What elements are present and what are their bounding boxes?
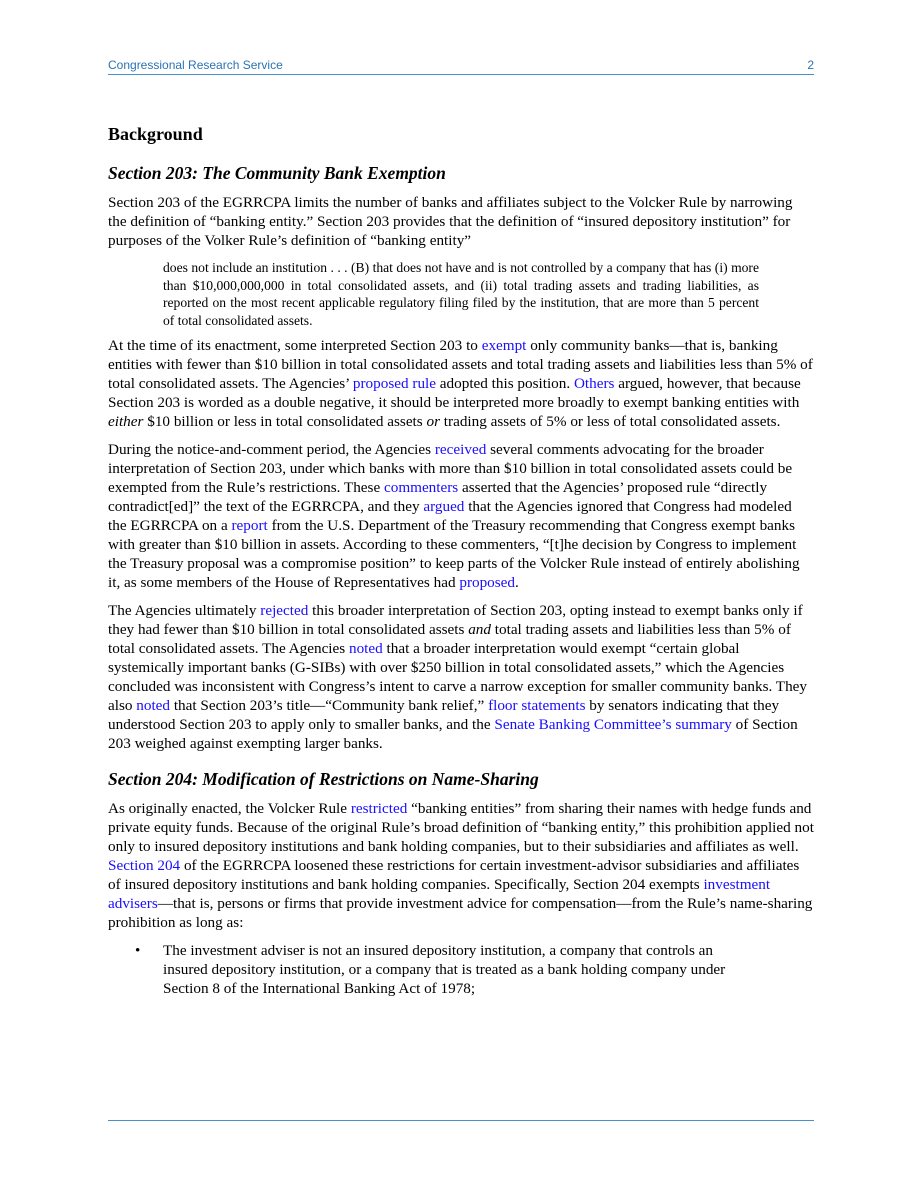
list-item bbox=[108, 941, 814, 998]
statutory-quote: does not include an institution . . . (B) that does not have and is not controlled by a company that has (i) more than $10,000,000,000 in total consolidated assets, and (ii) total trading assets and trading liabilities, as reported on the most recent applicable regulatory filing filed by the institution, that are more than 5 percent of total consolidated assets. bbox=[163, 260, 759, 328]
background-heading: Background bbox=[108, 124, 203, 144]
restricted-link[interactable]: restricted bbox=[350, 800, 408, 818]
list-item-text: The investment adviser is not an insured depository institution, a company that controls an insured depository institution, or a company that is treated as a bank holding company under Section 8 of the International Banking Act of 1978; bbox=[163, 942, 726, 998]
investment-advisers-link[interactable]: investment advisers bbox=[108, 876, 771, 913]
section-203-paragraph-3: During the notice-and-comment period, the Agencies received several comments advocating for the broader interpretation of Section 203, under which banks with more than $10 billion in total consolidated assets could be exempted from the Rule’s restrictions. These commenters asserted that the Agencies’ proposed rule “directly contradict[ed]” the text of the EGRRCPA, and they argued that the Agencies ignored that Congress had modeled the EGRRCPA on a report from the U.S. Department of the Treasury recommending that Congress exempt banks with greater than $10 billion in assets. According to these commenters, “[t]he decision by Congress to implement the Treasury proposal was a compromise position” to keep parts of the Volcker Rule instead of entirely abolishing it, as some members of the House of Representatives had proposed. bbox=[108, 441, 800, 592]
footer-rule bbox=[108, 1120, 814, 1121]
section-203-paragraph-1: Section 203 of the EGRRCPA limits the number of banks and affiliates subject to the Volcker Rule by narrowing the definition of “banking entity.” Section 203 provides that the definition of “insured depository institution” for purposes of the Volker Rule’s definition of “banking entity” bbox=[108, 194, 793, 249]
noted-link-1[interactable]: noted bbox=[348, 640, 383, 658]
conditions-list bbox=[108, 941, 814, 998]
bullet-icon: • bbox=[135, 942, 141, 960]
argued-link[interactable]: argued bbox=[423, 498, 465, 516]
section-203-paragraph-4: The Agencies ultimately rejected this broader interpretation of Section 203, opting instead to exempt banks only if they had fewer than $10 billion in total consolidated assets and total trading assets and liabilities less than 5% of total consolidated assets. The Agencies noted that a broader interpretation would exempt “certain global systemically important banks (G-SIBs) with over $250 billion in total consolidated assets,” which the Agencies concluded was inconsistent with Congress’s intent to carve a narrow exception for smaller community banks. They also noted that Section 203’s title—“Community bank relief,” floor statements by senators indicating that they understood Section 203 to apply only to smaller banks, and the Senate Banking Committee’s summary of Section 203 weighed against exempting larger banks. bbox=[108, 602, 808, 753]
section-204-link[interactable]: Section 204 bbox=[108, 857, 181, 875]
page-number: 2 bbox=[807, 58, 814, 72]
commenters-link[interactable]: commenters bbox=[383, 479, 459, 497]
senate-banking-summary-link[interactable]: Senate Banking Committee’s summary bbox=[494, 716, 732, 734]
running-header bbox=[108, 58, 814, 72]
noted-link-2[interactable]: noted bbox=[136, 697, 171, 715]
proposed-link[interactable]: proposed bbox=[459, 574, 516, 592]
document-body bbox=[108, 123, 814, 998]
proposed-rule-link[interactable]: proposed rule bbox=[352, 375, 436, 393]
section-203-paragraph-2: At the time of its enactment, some interpreted Section 203 to exempt only community banks—that is, banking entities with fewer than $10 billion in total consolidated assets and total trading assets and liabilities less than 5% of total consolidated assets. The Agencies’ proposed rule adopted this position. Others argued, however, that because Section 203 is worded as a double negative, it should be interpreted more broadly to exempt banking entities with either $10 billion or less in total consolidated assets or trading assets of 5% or less of total consolidated assets. bbox=[108, 337, 813, 431]
section-203-heading: Section 203: The Community Bank Exemption bbox=[108, 163, 446, 183]
header-source: Congressional Research Service bbox=[108, 58, 283, 72]
exempt-link[interactable]: exempt bbox=[481, 337, 527, 355]
header-rule bbox=[108, 74, 814, 75]
floor-statements-link[interactable]: floor statements bbox=[488, 697, 586, 715]
others-link[interactable]: Others bbox=[573, 375, 615, 393]
section-204-heading: Section 204: Modification of Restrictions on Name-Sharing bbox=[108, 769, 539, 790]
section-204-paragraph-1: As originally enacted, the Volcker Rule restricted “banking entities” from sharing their names with hedge funds and private equity funds. Because of the original Rule’s broad definition of “banking entity,” this prohibition applied not only to insured depository institutions and bank holding companies, but to their subsidiaries and affiliates as well. Section 204 of the EGRRCPA loosened these restrictions for certain investment-advisor subsidiaries and affiliates of insured depository institutions and bank holding companies. Specifically, Section 204 exempts investment advisers—that is, persons or firms that provide investment advice for compensation—from the Rule’s name-sharing prohibition as long as: bbox=[108, 800, 814, 932]
rejected-link[interactable]: rejected bbox=[260, 602, 309, 620]
received-link[interactable]: received bbox=[434, 441, 487, 459]
treasury-report-link[interactable]: report bbox=[231, 517, 268, 535]
